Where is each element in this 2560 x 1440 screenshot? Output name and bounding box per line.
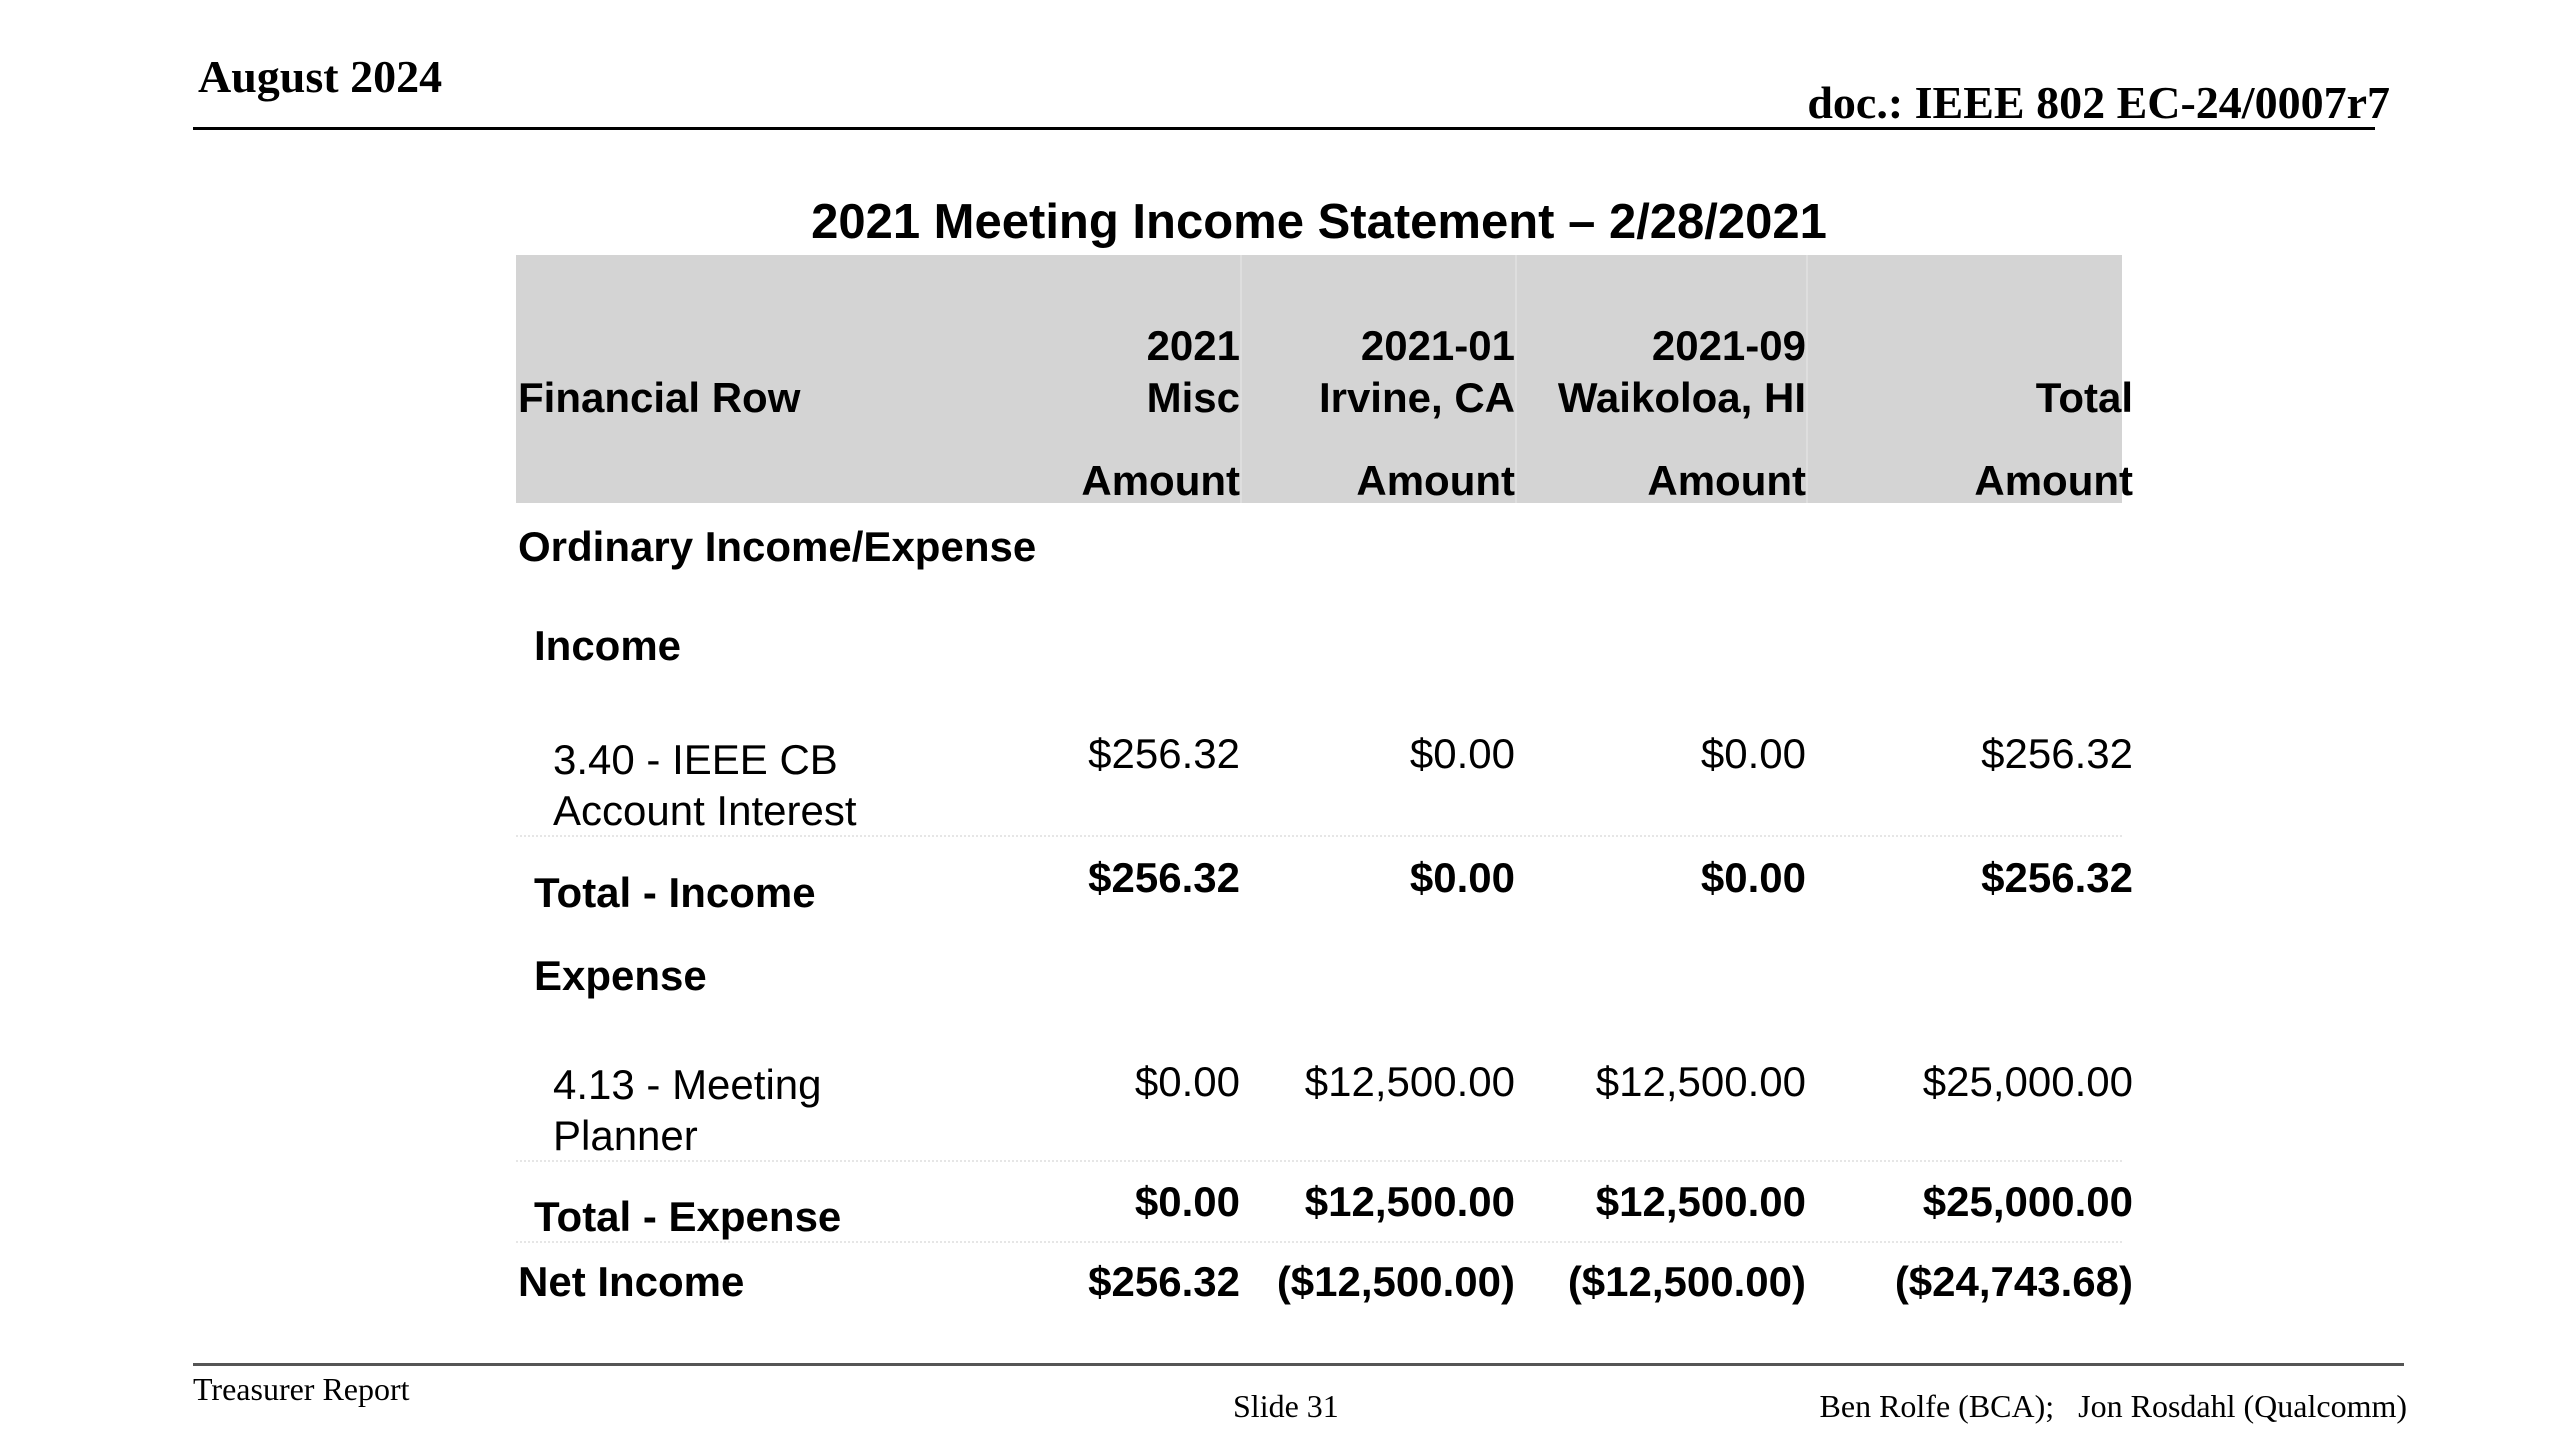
row-label-total-income: Total - Income bbox=[534, 869, 816, 916]
section-ordinary-income-expense: Ordinary Income/Expense bbox=[518, 523, 1037, 570]
cell-total-income-misc: $256.32 bbox=[1088, 854, 1240, 901]
footer-authors: Ben Rolfe (BCA); Jon Rosdahl (Qualcomm) bbox=[1819, 1388, 2407, 1424]
cell-planner-total: $25,000.00 bbox=[1922, 1058, 2133, 1105]
row-divider bbox=[516, 1241, 2122, 1243]
cell-total-income-total: $256.32 bbox=[1981, 854, 2133, 901]
row-label-total-expense: Total - Expense bbox=[534, 1193, 842, 1240]
cell-total-expense-total: $25,000.00 bbox=[1922, 1178, 2133, 1225]
row-label-planner-line1: 4.13 - Meeting bbox=[553, 1061, 822, 1108]
cell-interest-total: $256.32 bbox=[1981, 730, 2133, 777]
document-id: doc.: IEEE 802 EC-24/0007r7 bbox=[1807, 77, 2390, 128]
cell-planner-irvine: $12,500.00 bbox=[1304, 1058, 1515, 1105]
header-date: August 2024 bbox=[198, 51, 443, 102]
cell-interest-waikoloa: $0.00 bbox=[1700, 730, 1806, 777]
section-expense: Expense bbox=[534, 952, 707, 999]
column-header-irvine-code: 2021-01 bbox=[1360, 322, 1515, 369]
column-header-irvine-name: Irvine, CA bbox=[1318, 374, 1515, 421]
cell-planner-waikoloa: $12,500.00 bbox=[1595, 1058, 1806, 1105]
column-header-financial-row: Financial Row bbox=[518, 374, 801, 421]
column-header-misc-amount: Amount bbox=[1081, 457, 1240, 504]
column-header-waikoloa-amount: Amount bbox=[1647, 457, 1806, 504]
column-header-waikoloa-name: Waikoloa, HI bbox=[1557, 374, 1806, 421]
row-label-interest-line2: Account Interest bbox=[553, 787, 857, 834]
cell-total-expense-misc: $0.00 bbox=[1134, 1178, 1240, 1225]
cell-net-income-waikoloa: ($12,500.00) bbox=[1567, 1258, 1806, 1305]
cell-planner-misc: $0.00 bbox=[1134, 1058, 1240, 1105]
header-rule bbox=[193, 127, 2375, 130]
cell-interest-misc: $256.32 bbox=[1088, 730, 1240, 777]
column-header-total-amount: Amount bbox=[1974, 457, 2133, 504]
footer-report-name: Treasurer Report bbox=[193, 1371, 410, 1407]
slide-number: Slide 31 bbox=[1233, 1388, 1339, 1424]
cell-total-expense-waikoloa: $12,500.00 bbox=[1595, 1178, 1806, 1225]
cell-total-expense-irvine: $12,500.00 bbox=[1304, 1178, 1515, 1225]
column-header-total-name: Total bbox=[2035, 374, 2133, 421]
cell-net-income-total: ($24,743.68) bbox=[1894, 1258, 2133, 1305]
footer-rule bbox=[193, 1363, 2404, 1366]
column-header-irvine-amount: Amount bbox=[1356, 457, 1515, 504]
table-title: 2021 Meeting Income Statement – 2/28/2021 bbox=[811, 195, 1827, 249]
column-header-misc-year: 2021 bbox=[1146, 322, 1240, 369]
column-header-misc-name: Misc bbox=[1146, 374, 1240, 421]
column-header-waikoloa-code: 2021-09 bbox=[1651, 322, 1806, 369]
row-label-planner-line2: Planner bbox=[553, 1112, 698, 1159]
row-divider bbox=[516, 835, 2122, 837]
row-divider bbox=[516, 1160, 2122, 1162]
cell-net-income-irvine: ($12,500.00) bbox=[1276, 1258, 1515, 1305]
cell-total-income-irvine: $0.00 bbox=[1409, 854, 1515, 901]
section-income: Income bbox=[534, 622, 682, 669]
cell-interest-irvine: $0.00 bbox=[1409, 730, 1515, 777]
cell-total-income-waikoloa: $0.00 bbox=[1700, 854, 1806, 901]
row-label-net-income: Net Income bbox=[518, 1258, 745, 1305]
row-label-interest-line1: 3.40 - IEEE CB bbox=[553, 736, 838, 783]
cell-net-income-misc: $256.32 bbox=[1088, 1258, 1240, 1305]
